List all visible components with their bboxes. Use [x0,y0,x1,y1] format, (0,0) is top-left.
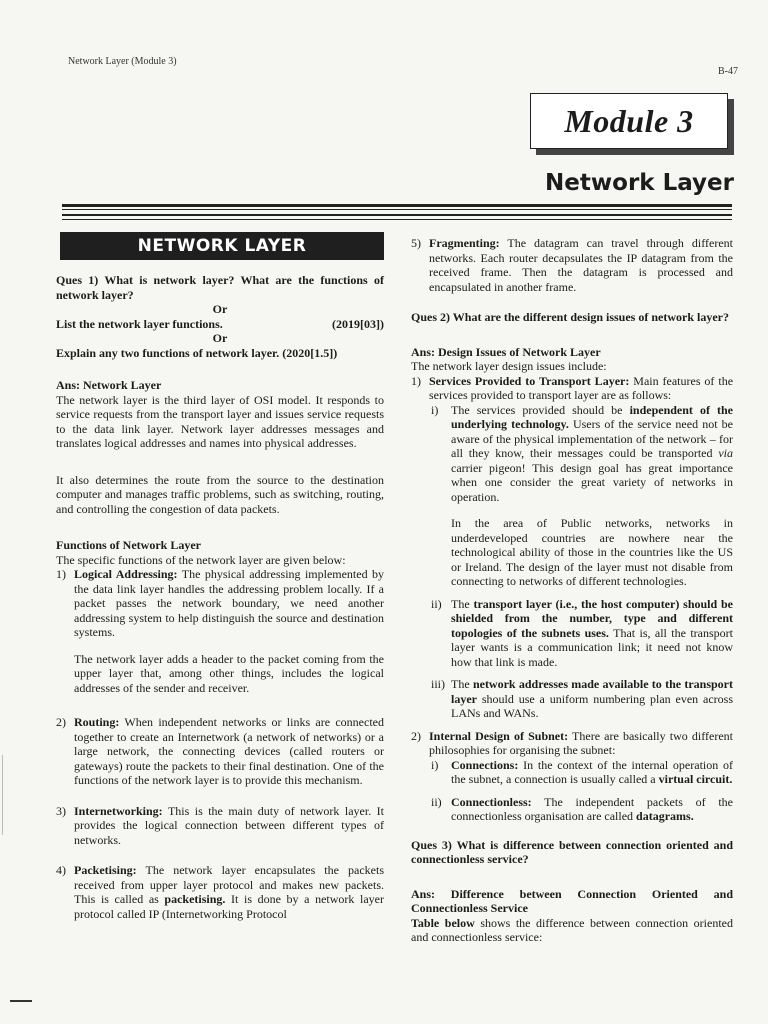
chapter-title: Network Layer [545,170,734,196]
sub-item: i) Connections: In the context of the internal operation of the subnet, a connection is usually called a virtual circuit. [431,757,733,786]
or-separator: Or [212,302,228,316]
sub-item: ii) Connectionless: The independent packets of the connectionless organisation are called datagrams. [431,794,733,823]
answer-paragraph: It also determines the route from the source to the destination computer and manages traffic problems, such as switching, routing, and controlling the congestion of data packets. [56,472,384,516]
question-3: Ques 3) What is difference between connection oriented and connectionless service? [411,837,733,866]
alt-question-2: Explain any two functions of network layer. (2020[1.5]) [56,345,338,360]
sub-item: iii) The network addresses made available to the transport layer should use a uniform numbering plan even across LANs and WANs. [431,677,734,720]
alt-question-1 [56,317,384,332]
list-item: 5) Fragmenting: The datagram can travel through different networks. Each router decapsulates the IP datagram from the received frame. Then the datagram is processed and encapsulated in another frame. [411,236,733,294]
answer-paragraph: The network layer is the third layer of OSI model. It responds to service requests from the transport layer and issues service requests to the data link layer. Network layer addresses messages and translates logical addresses and names into physical addresses. [56,392,384,450]
module-label: Module 3 [564,102,694,139]
module-box [530,93,728,149]
alt-question-year: (2019[03]) [332,316,384,331]
functions-list [56,567,384,921]
answer-intro: Table below shows the difference between connection oriented and connectionless service: [411,915,733,944]
sub-item-paragraph: In the area of Public networks, networks in underdeveloped countries are nowhere near the technological ability of those in the countries like the US or Ireland. The design of the layer must not disable from connecting to networks of different technologies. [451,516,733,588]
question-1: Ques 1) What is network layer? What are the functions of network layer? [56,273,384,302]
answer-intro: The network layer design issues include: [411,359,607,373]
functions-intro: The specific functions of the network layer are given below: [56,552,346,567]
title-rule [62,214,732,216]
page-number: B-47 [718,66,738,77]
sub-item: i) The services provided should be independent of the underlying technology. Users of the service need not be aware of the physical implementation of the network – for all they know, their messages could be transported via carrier pigeon! This design goal has great importance when one consider the great variety of networks in operation. In the area of Public networks, networks in underdeveloped countries are nowhere near the technological ability of those in the countries like the US or Ireland. The design of the layer must not disable from connecting to networks of different technologies. [431,402,734,588]
design-issues-list [411,374,733,824]
or-separator: Or [212,331,228,345]
scan-margin-dash [10,1000,32,1002]
list-item: 1) Services Provided to Transport Layer: Main features of the services provided to transport layer are as follows: i) The services provided should be independent of the underlying technology. Users of the service need not be aware of the physical implementation of the network – for all they know, their messages could be transported via carrier pigeon! This design goal has great importance when one consider the great variety of networks in operation. In the area of Public networks, networks in underdeveloped countries are nowhere near the technological ability of those in the countries like the US or Ireland. The design of the layer must not disable from connecting to networks of different technologies. ii) The transport layer (i.e., the host computer) should be shielded from the number, type and different topologies of the subnets uses. That is, all the transport layer wants is a communication link; it need not know how that link is made. iii) The network addresses made available to the transport layer should use a uniform numbering plan even across LANs and WANs. [411,373,734,720]
list-item: 2) Routing: When independent networks or links are connected together to create an Internetwork (a network of networks) or a large network, the connecting devices (called routers or gateways) route the packets to their final destination. One of the functions of the network layer is to provide this mechanism. [56,715,384,787]
answer-heading: Ans: Network Layer [56,378,162,392]
list-item: 2) Internal Design of Subnet: There are basically two different philosophies for organising the subnet: i) Connections: In the context of the internal operation of the subnet, a connection is usually called a virtual circuit. ii) Connectionless: The independent packets of the connectionless organisation are called datagrams. [411,728,733,823]
list-item: 3) Internetworking: This is the main duty of network layer. It provides the logical connection between different types of networks. [56,803,384,847]
title-rule [62,209,732,210]
list-item: 1) Logical Addressing: The physical addressing implemented by the data link layer handles the addressing problem locally. If a packet passes the network boundary, we need another addressing system to help distinguish the source and destination systems. The network layer adds a header to the packet coming from the upper layer that, among other things, includes the logical addresses of the sender and receiver. [56,567,384,695]
title-rule [62,219,732,220]
section-banner: NETWORK LAYER [60,232,384,260]
scan-margin-mark [2,755,3,835]
list-item: 4) Packetising: The network layer encapsulates the packets received from upper layer protocol and makes new packets. This is called as packetising. It is done by a network layer protocol called IP (Internetworking Protocol [56,863,384,921]
alt-question-text: List the network layer functions. [56,316,223,331]
title-rule [62,204,732,207]
functions-list-continued [411,236,733,294]
answer-heading: Ans: Design Issues of Network Layer [411,344,601,359]
running-header: Network Layer (Module 3) [68,56,177,67]
right-column [411,236,733,945]
left-column [56,232,384,933]
question-2: Ques 2) What are the different design issues of network layer? [411,310,729,324]
functions-heading: Functions of Network Layer [56,538,201,552]
sub-item: ii) The transport layer (i.e., the host computer) should be shielded from the number, type and different topologies of the subnets uses. That is, all the transport layer wants is a communication link; it need not know how that link is made. [431,596,734,669]
answer-heading: Ans: Difference between Connection Oriented and Connectionless Service [411,886,733,915]
